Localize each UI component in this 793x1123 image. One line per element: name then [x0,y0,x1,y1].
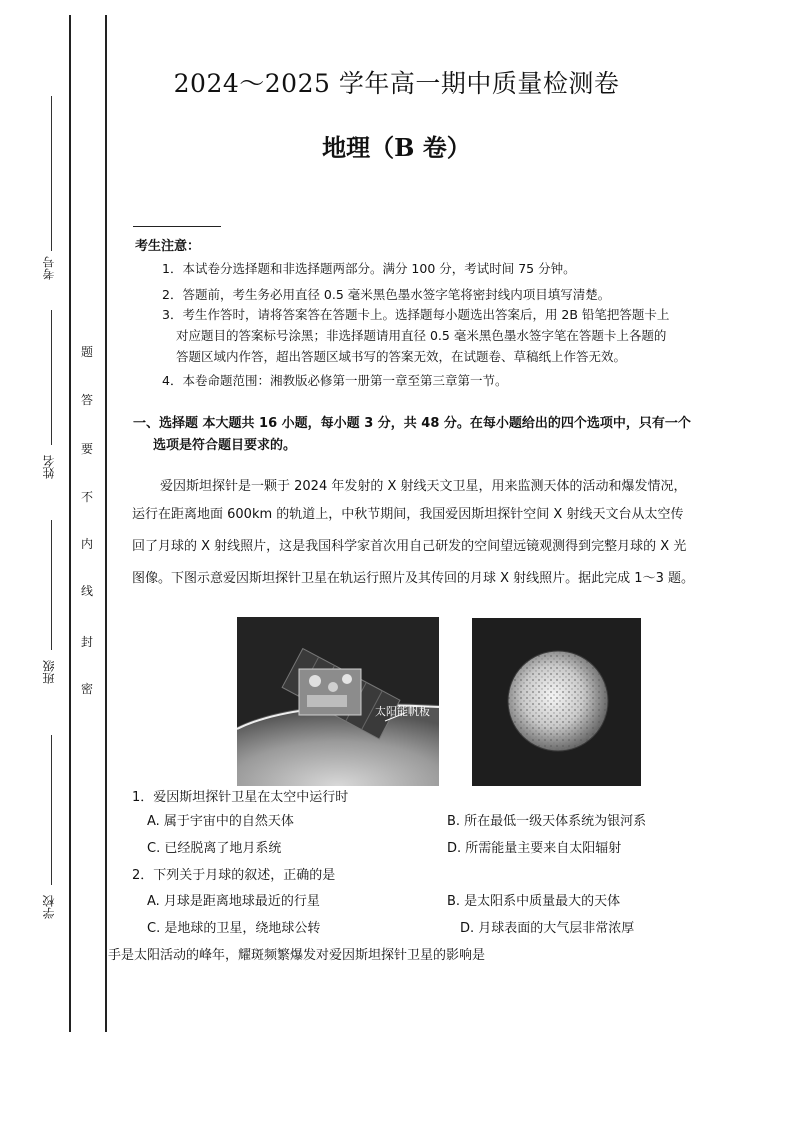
option-a[interactable]: A. 属于宇宙中的自然天体 [147,814,294,829]
notice-item: 3．考生作答时，请将答案答在答题卡上。选择题每小题选出答案后，用 2B 铅笔把答题卡上 [162,307,670,322]
option-b[interactable]: B. 所在最低一级天体系统为银河系 [447,814,647,829]
passage-line: 爱因斯坦探针是一颗于 2024 年发射的 X 射线天文卫星，用来监测天体的活动和爆发情况， [160,479,687,494]
exam-number-label: 考号 [42,256,56,280]
seal-char: 线 [80,584,93,598]
school-label: 学校 [42,895,56,919]
seal-char: 答 [80,393,93,407]
class-field[interactable] [34,520,64,720]
satellite-photo [237,617,439,786]
name-line [51,310,52,445]
passage-line: 运行在距离地面 600km 的轨道上，中秋节期间，我国爱因斯坦探针空间 X 射线天文台从太空传 [132,507,684,522]
option-c[interactable]: C. 是地球的卫星，绕地球公转 [147,921,321,936]
exam-subtitle: 地理（B 卷） [322,133,471,162]
passage-line: 图像。下图示意爱因斯坦探针卫星在轨运行照片及其传回的月球 X 射线照片。据此完成 1～3 题。 [132,571,694,586]
school-field[interactable] [34,735,64,935]
satellite-photo-svg [237,617,439,786]
exam-number-line [51,96,52,251]
notice-item: 4．本卷命题范围：湘教版必修第一册第一章至第三章第一节。 [162,373,508,388]
moon-xray-svg [472,618,641,786]
name-field[interactable] [34,310,64,510]
exam-title: 2024～2025 学年高一期中质量检测卷 [173,69,620,98]
satellite-body [299,669,361,715]
seal-char: 要 [80,442,93,456]
option-d[interactable]: D. 所需能量主要来自太阳辐射 [447,841,622,856]
passage-line: 回了月球的 X 射线照片，这是我国科学家首次用自己研发的空间望远镜观测得到完整月球的 X 光 [132,539,687,554]
solar-panel-label: 太阳能帆板 [375,705,430,718]
question-stem: 1．爱因斯坦探针卫星在太空中运行时 [132,790,349,805]
seal-char: 密 [80,682,93,696]
option-a[interactable]: A. 月球是距离地球最近的行星 [147,894,320,909]
notice-item: 2．答题前，考生务必用直径 0.5 毫米黑色墨水签字笔将密封线内项目填写清楚。 [162,287,611,302]
section-heading-line: 选项是符合题目要求的。 [153,438,297,453]
name-label: 姓名 [42,455,56,479]
seal-char: 内 [80,537,93,551]
question-3-partial: 手是太阳活动的峰年，耀斑频繁爆发对爱因斯坦探针卫星的影响是 [108,948,486,963]
option-d[interactable]: D. 月球表面的大气层非常浓厚 [460,921,635,936]
notice-rule [133,226,221,227]
option-c[interactable]: C. 已经脱离了地月系统 [147,841,282,856]
seal-char: 题 [80,345,93,359]
seal-char: 不 [80,490,93,504]
notice-heading: 考生注意： [135,239,201,254]
notice-item-cont: 答题区域内作答，超出答题区域书写的答案无效，在试题卷、草稿纸上作答无效。 [176,349,627,364]
moon-xray-photo [472,618,641,786]
seal-char: 封 [80,635,93,649]
section-heading-line: 一、选择题 本大题共 16 小题，每小题 3 分，共 48 分。在每小题给出的四个选项中，只有一个 [133,416,691,431]
question-stem: 2．下列关于月球的叙述，正确的是 [132,868,336,883]
section-heading [133,413,748,457]
binding-line-outer [69,15,71,1032]
option-b[interactable]: B. 是太阳系中质量最大的天体 [447,894,621,909]
school-line [51,735,52,885]
class-line [51,520,52,650]
binding-line-inner [105,15,107,1032]
class-label: 班级 [42,660,56,684]
notice-item: 1．本试卷分选择题和非选择题两部分。满分 100 分，考试时间 75 分钟。 [162,261,576,276]
notice-item-cont: 对应题目的答案标号涂黑；非选择题请用直径 0.5 毫米黑色墨水签字笔在答题卡上各题的 [176,328,667,343]
